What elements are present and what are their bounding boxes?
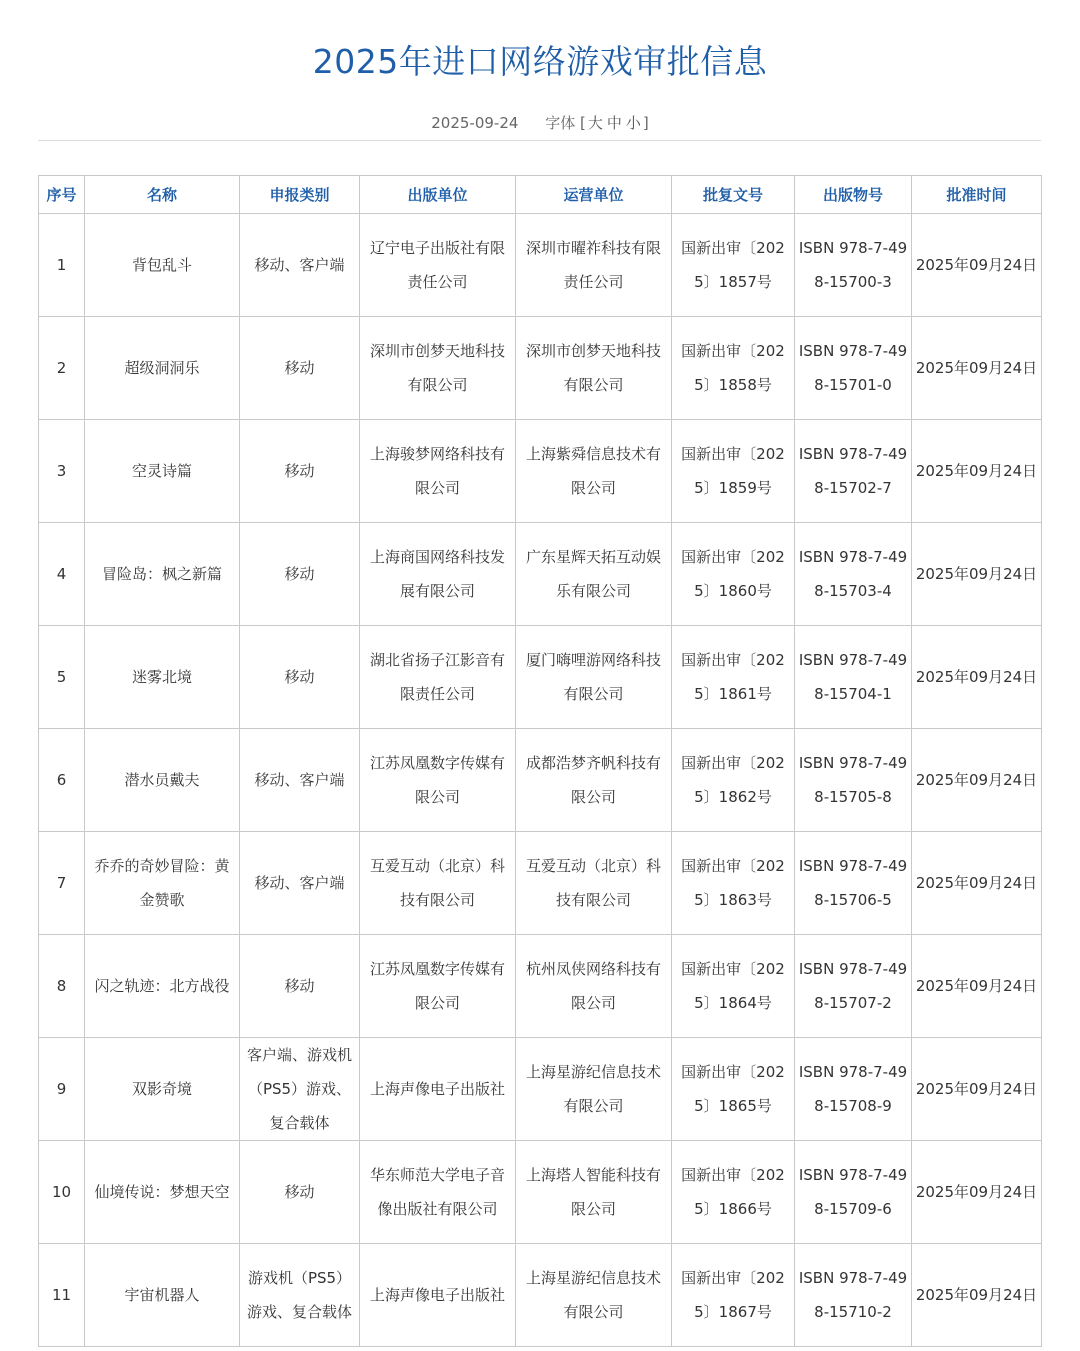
font-size-switcher	[545, 114, 649, 132]
col-approval-no-cell: 国新出审〔2025〕1857号	[672, 214, 795, 317]
col-publisher-cell: 上海骏梦网络科技有限公司	[360, 420, 516, 523]
col-name-header: 名称	[85, 176, 240, 214]
col-approval-no-cell: 国新出审〔2025〕1858号	[672, 317, 795, 420]
publish-date: 2025-09-24	[431, 114, 519, 132]
col-publisher-cell: 上海声像电子出版社	[360, 1244, 516, 1347]
col-isbn-cell: ISBN 978-7-498-15708-9	[795, 1038, 912, 1141]
font-size-small-link[interactable]: 小	[625, 114, 641, 132]
col-isbn-cell: ISBN 978-7-498-15700-3	[795, 214, 912, 317]
font-size-large-link[interactable]: 大	[587, 114, 603, 132]
col-isbn-cell: ISBN 978-7-498-15702-7	[795, 420, 912, 523]
col-category-cell: 移动	[240, 420, 360, 523]
col-operator-cell: 深圳市曜祚科技有限责任公司	[516, 214, 672, 317]
col-approval-no-cell: 国新出审〔2025〕1863号	[672, 832, 795, 935]
col-approval-date-cell: 2025年09月24日	[912, 1141, 1042, 1244]
col-isbn-cell: ISBN 978-7-498-15707-2	[795, 935, 912, 1038]
col-publisher-cell: 辽宁电子出版社有限责任公司	[360, 214, 516, 317]
col-isbn-cell: ISBN 978-7-498-15709-6	[795, 1141, 912, 1244]
col-approval-no-cell: 国新出审〔2025〕1866号	[672, 1141, 795, 1244]
col-isbn-cell: ISBN 978-7-498-15703-4	[795, 523, 912, 626]
col-category-cell: 移动、客户端	[240, 832, 360, 935]
col-publisher-cell: 互爱互动（北京）科技有限公司	[360, 832, 516, 935]
col-index-cell: 4	[39, 523, 85, 626]
col-index-cell: 3	[39, 420, 85, 523]
table-row	[39, 317, 1042, 420]
table-header-row	[39, 176, 1042, 214]
col-index-cell: 1	[39, 214, 85, 317]
col-isbn-cell: ISBN 978-7-498-15710-2	[795, 1244, 912, 1347]
col-category-cell: 移动	[240, 523, 360, 626]
col-index-cell: 9	[39, 1038, 85, 1141]
col-approval-date-cell: 2025年09月24日	[912, 1244, 1042, 1347]
table-row	[39, 935, 1042, 1038]
col-approval-date-cell: 2025年09月24日	[912, 935, 1042, 1038]
col-approval-date-cell: 2025年09月24日	[912, 523, 1042, 626]
col-index-cell: 6	[39, 729, 85, 832]
col-publisher-cell: 上海声像电子出版社	[360, 1038, 516, 1141]
col-operator-cell: 上海星游纪信息技术有限公司	[516, 1244, 672, 1347]
font-size-close-bracket: ]	[642, 114, 649, 132]
col-approval-date-cell: 2025年09月24日	[912, 626, 1042, 729]
title-divider	[38, 140, 1041, 141]
col-category-cell: 客户端、游戏机（PS5）游戏、复合载体	[240, 1038, 360, 1141]
col-name-cell: 宇宙机器人	[85, 1244, 240, 1347]
col-approval-date-cell: 2025年09月24日	[912, 1038, 1042, 1141]
col-name-cell: 潜水员戴夫	[85, 729, 240, 832]
col-approval-no-cell: 国新出审〔2025〕1864号	[672, 935, 795, 1038]
col-publisher-cell: 华东师范大学电子音像出版社有限公司	[360, 1141, 516, 1244]
col-approval-date-cell: 2025年09月24日	[912, 317, 1042, 420]
col-approval-no-cell: 国新出审〔2025〕1859号	[672, 420, 795, 523]
col-index-cell: 5	[39, 626, 85, 729]
col-name-cell: 超级洞洞乐	[85, 317, 240, 420]
col-approval-no-cell: 国新出审〔2025〕1865号	[672, 1038, 795, 1141]
col-isbn-cell: ISBN 978-7-498-15701-0	[795, 317, 912, 420]
table-row	[39, 523, 1042, 626]
col-category-cell: 游戏机（PS5）游戏、复合载体	[240, 1244, 360, 1347]
col-approval-no-cell: 国新出审〔2025〕1861号	[672, 626, 795, 729]
col-operator-cell: 广东星辉天拓互动娱乐有限公司	[516, 523, 672, 626]
table-row	[39, 1141, 1042, 1244]
col-name-cell: 背包乱斗	[85, 214, 240, 317]
col-category-cell: 移动	[240, 1141, 360, 1244]
col-publisher-cell: 江苏凤凰数字传媒有限公司	[360, 935, 516, 1038]
col-publisher-cell: 湖北省扬子江影音有限责任公司	[360, 626, 516, 729]
col-index-cell: 2	[39, 317, 85, 420]
table-row	[39, 729, 1042, 832]
approval-table	[38, 175, 1042, 1347]
col-approval-date-header: 批准时间	[912, 176, 1042, 214]
col-category-cell: 移动、客户端	[240, 214, 360, 317]
col-operator-cell: 深圳市创梦天地科技有限公司	[516, 317, 672, 420]
col-name-cell: 乔乔的奇妙冒险：黄金赞歌	[85, 832, 240, 935]
table-row	[39, 626, 1042, 729]
table-row	[39, 1244, 1042, 1347]
font-size-label: 字体	[545, 114, 576, 132]
font-size-medium-link[interactable]: 中	[606, 114, 622, 132]
col-index-cell: 8	[39, 935, 85, 1038]
col-approval-date-cell: 2025年09月24日	[912, 214, 1042, 317]
col-operator-cell: 厦门嗨哩游网络科技有限公司	[516, 626, 672, 729]
col-index-cell: 10	[39, 1141, 85, 1244]
col-approval-no-cell: 国新出审〔2025〕1860号	[672, 523, 795, 626]
col-operator-cell: 上海紫舜信息技术有限公司	[516, 420, 672, 523]
col-approval-no-header: 批复文号	[672, 176, 795, 214]
col-name-cell: 迷雾北境	[85, 626, 240, 729]
col-isbn-header: 出版物号	[795, 176, 912, 214]
col-name-cell: 空灵诗篇	[85, 420, 240, 523]
article-meta	[0, 112, 1080, 133]
col-isbn-cell: ISBN 978-7-498-15706-5	[795, 832, 912, 935]
col-operator-cell: 互爱互动（北京）科技有限公司	[516, 832, 672, 935]
col-approval-no-cell: 国新出审〔2025〕1867号	[672, 1244, 795, 1347]
col-name-cell: 冒险岛：枫之新篇	[85, 523, 240, 626]
col-operator-cell: 上海星游纪信息技术有限公司	[516, 1038, 672, 1141]
col-index-header: 序号	[39, 176, 85, 214]
col-isbn-cell: ISBN 978-7-498-15704-1	[795, 626, 912, 729]
table-body	[39, 214, 1042, 1347]
col-category-cell: 移动、客户端	[240, 729, 360, 832]
col-operator-cell: 杭州凤侠网络科技有限公司	[516, 935, 672, 1038]
col-publisher-cell: 上海商国网络科技发展有限公司	[360, 523, 516, 626]
col-category-cell: 移动	[240, 317, 360, 420]
col-operator-cell: 成都浩梦齐帆科技有限公司	[516, 729, 672, 832]
page-title: 2025年进口网络游戏审批信息	[312, 42, 768, 81]
col-index-cell: 7	[39, 832, 85, 935]
table-row	[39, 832, 1042, 935]
col-category-cell: 移动	[240, 626, 360, 729]
col-operator-cell: 上海塔人智能科技有限公司	[516, 1141, 672, 1244]
col-operator-header: 运营单位	[516, 176, 672, 214]
col-index-cell: 11	[39, 1244, 85, 1347]
col-publisher-cell: 深圳市创梦天地科技有限公司	[360, 317, 516, 420]
col-name-cell: 闪之轨迹：北方战役	[85, 935, 240, 1038]
font-size-open-bracket: [	[580, 114, 586, 132]
col-category-header: 申报类别	[240, 176, 360, 214]
col-name-cell: 双影奇境	[85, 1038, 240, 1141]
table-row	[39, 214, 1042, 317]
col-name-cell: 仙境传说：梦想天空	[85, 1141, 240, 1244]
col-publisher-cell: 江苏凤凰数字传媒有限公司	[360, 729, 516, 832]
col-approval-no-cell: 国新出审〔2025〕1862号	[672, 729, 795, 832]
col-approval-date-cell: 2025年09月24日	[912, 420, 1042, 523]
col-category-cell: 移动	[240, 935, 360, 1038]
col-isbn-cell: ISBN 978-7-498-15705-8	[795, 729, 912, 832]
col-publisher-header: 出版单位	[360, 176, 516, 214]
table-row	[39, 420, 1042, 523]
col-approval-date-cell: 2025年09月24日	[912, 832, 1042, 935]
table-row	[39, 1038, 1042, 1141]
col-approval-date-cell: 2025年09月24日	[912, 729, 1042, 832]
